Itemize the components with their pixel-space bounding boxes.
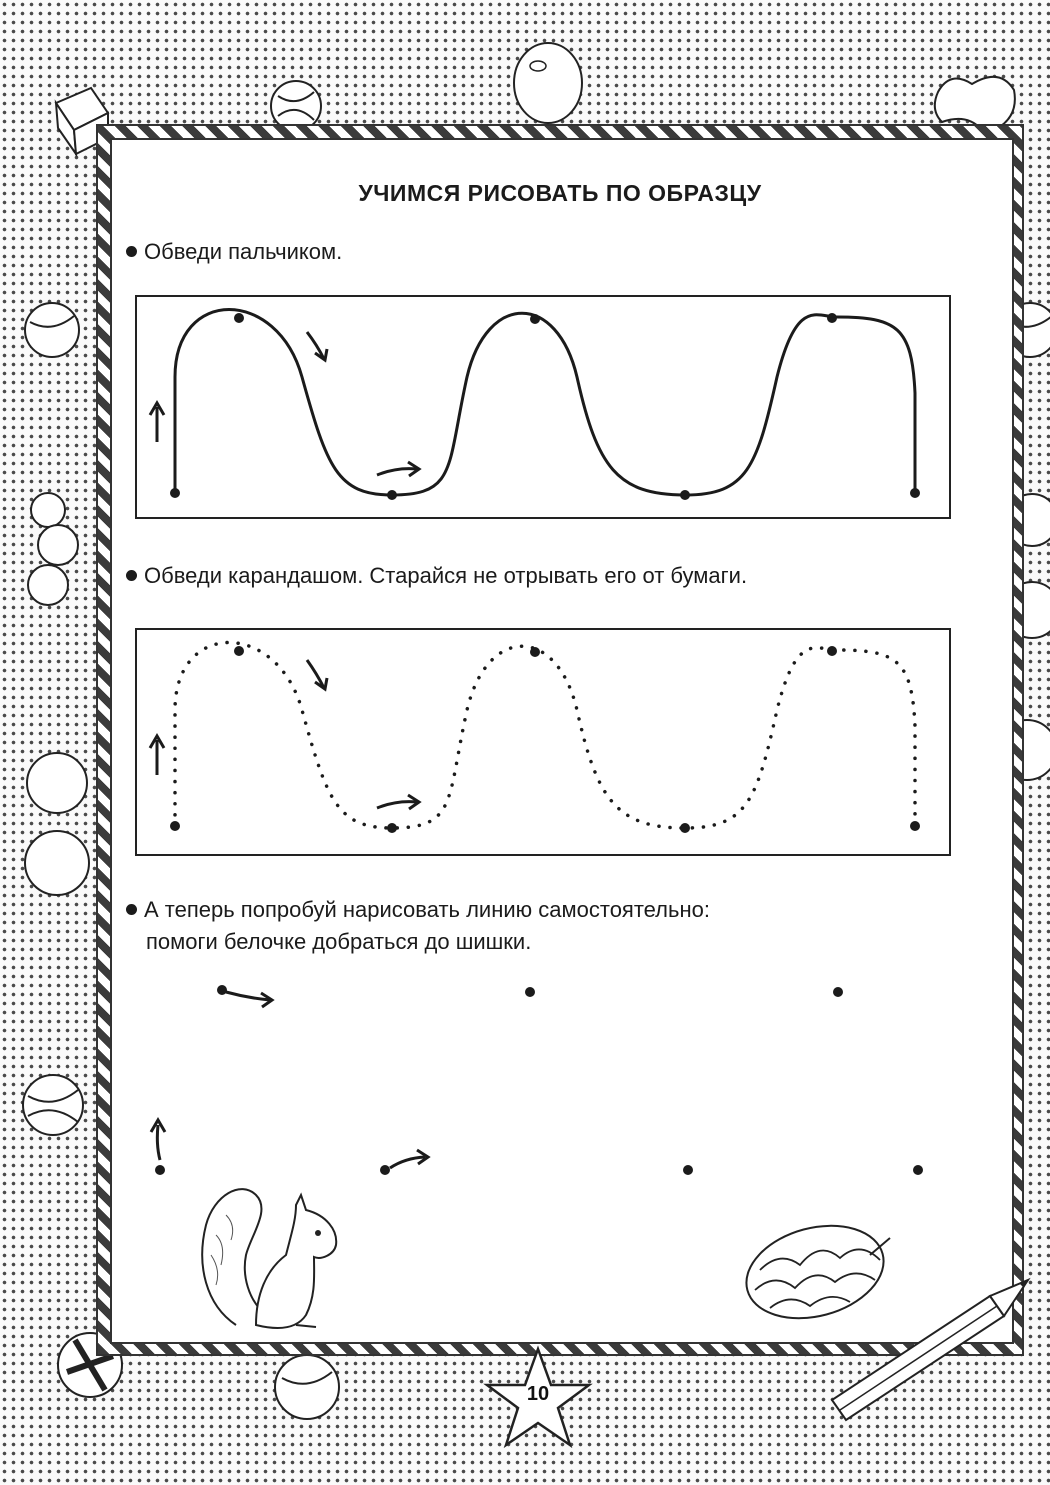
pencil-icon xyxy=(820,1272,1050,1422)
wave-dotted-path xyxy=(137,630,949,854)
page-title: УЧИМСЯ РИСОВАТЬ ПО ОБРАЗЦУ xyxy=(358,180,762,206)
bullet-icon xyxy=(126,570,137,581)
instruction-3-line2: помоги белочке добраться до шишки. xyxy=(146,929,532,954)
instruction-1-text: Обведи пальчиком. xyxy=(144,239,343,264)
free-drawing-area[interactable] xyxy=(120,960,970,1200)
trace-pencil-box[interactable] xyxy=(135,628,951,856)
instruction-2-text: Обведи карандашом. Старайся не отрывать его от бумаги. xyxy=(144,563,748,588)
arrow-right-icon xyxy=(377,462,419,476)
arrow-up-icon xyxy=(150,736,164,775)
balloon-icon xyxy=(22,748,92,908)
arrow-up-icon xyxy=(150,403,164,442)
bullet-icon xyxy=(126,904,137,915)
instruction-3 xyxy=(126,894,710,958)
arrow-right-icon xyxy=(226,992,272,1007)
arrow-up-icon xyxy=(151,1120,165,1160)
arrow-down-right-icon xyxy=(307,660,327,689)
instruction-3-line1: А теперь попробуй нарисовать линию самостоятельно: xyxy=(144,897,710,922)
arrow-right-icon xyxy=(390,1150,428,1168)
trace-finger-box[interactable] xyxy=(135,295,951,519)
arrow-down-right-icon xyxy=(307,332,327,360)
balloon-icon xyxy=(18,490,88,610)
marble-icon xyxy=(272,1352,342,1422)
instruction-1 xyxy=(126,236,342,268)
wave-solid-path xyxy=(137,297,949,517)
marble-icon xyxy=(22,300,82,360)
squirrel-icon xyxy=(196,1175,346,1335)
page-number: 10 xyxy=(526,1383,550,1405)
arrow-right-icon xyxy=(377,795,419,809)
bullet-icon xyxy=(126,246,137,257)
marble-icon xyxy=(20,1072,86,1138)
instruction-2 xyxy=(126,560,747,592)
